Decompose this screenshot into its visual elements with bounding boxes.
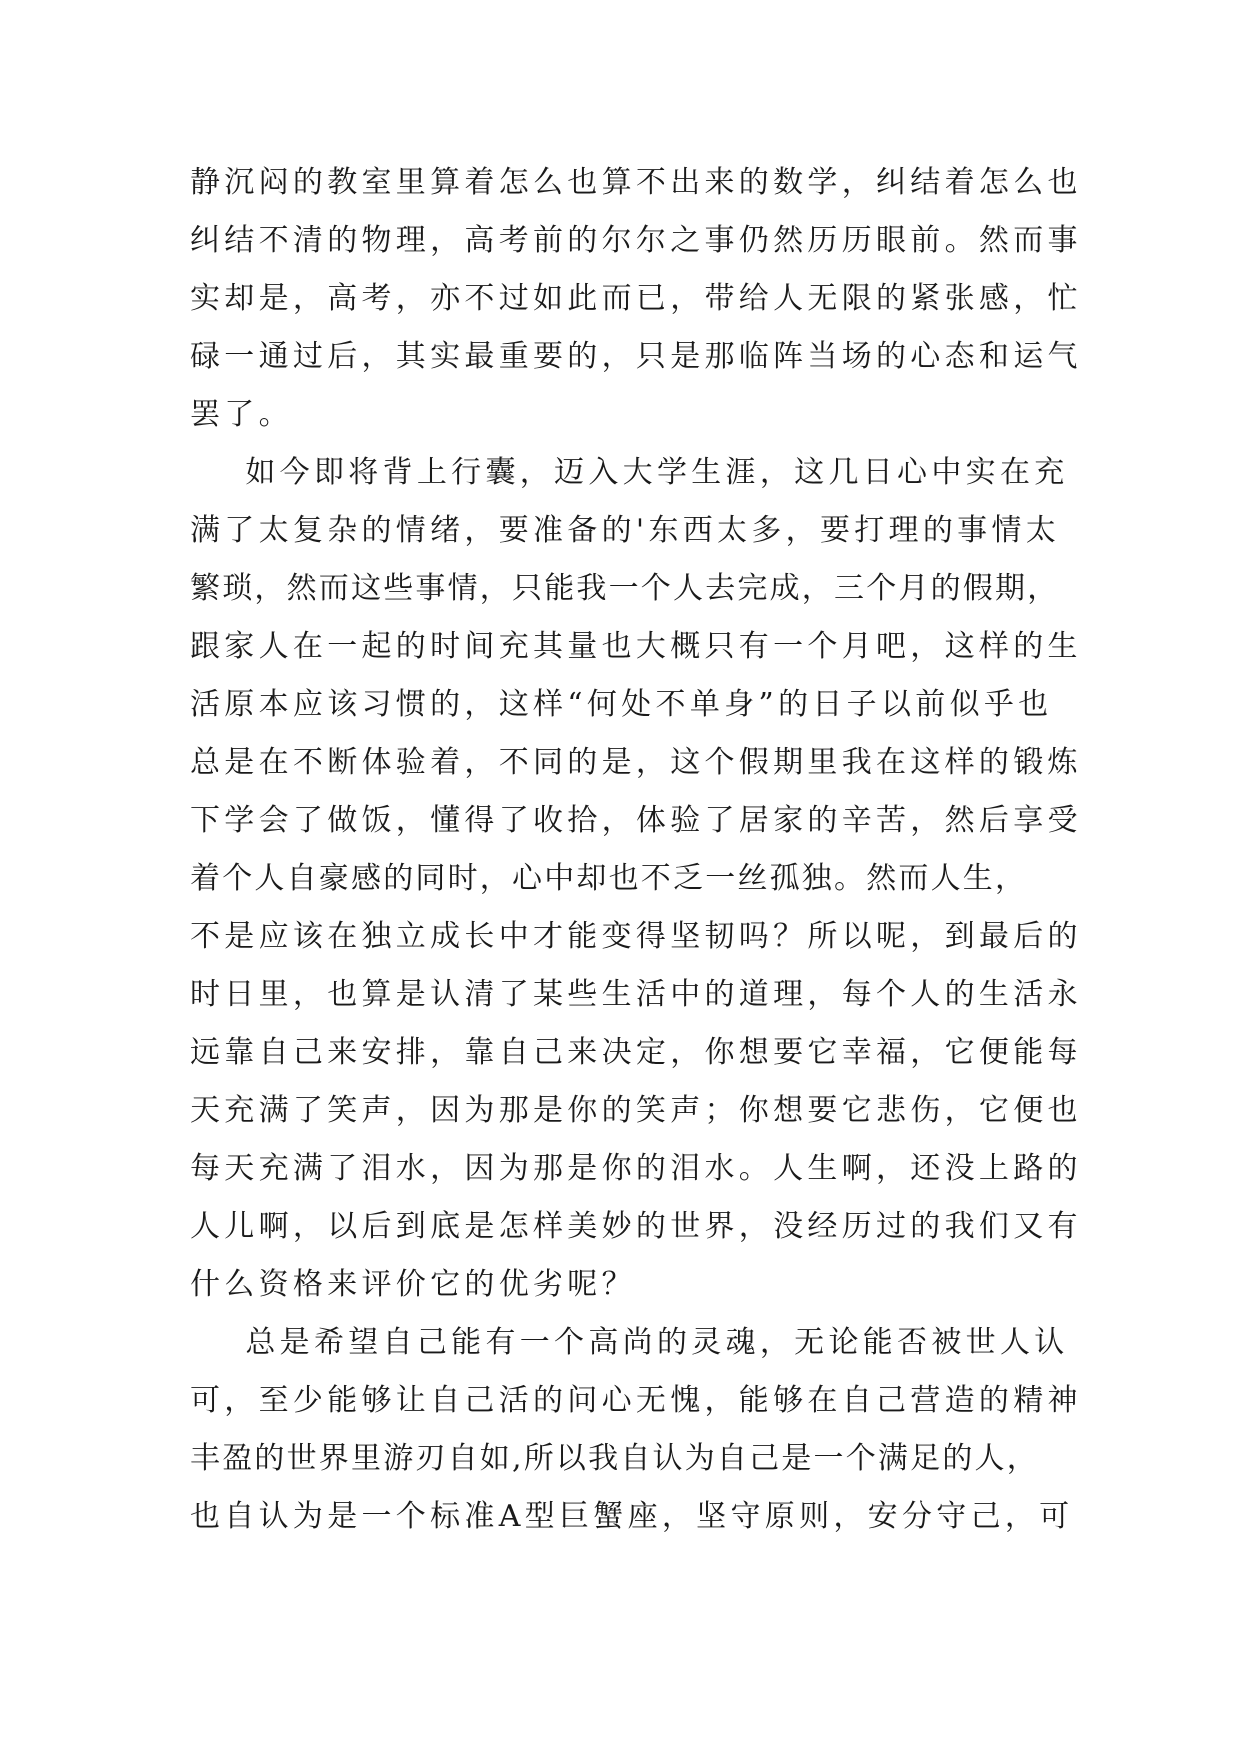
text-line: 也自认为是一个标准A型巨蟹座，坚守原则，安分守己，可 [190,1499,1074,1534]
text-line: 活原本应该习惯的，这样“何处不单身”的日子以前似乎也 [190,687,1053,722]
text-line: 总是在不断体验着，不同的是，这个假期里我在这样的锻炼 [190,745,1082,780]
text-line: 下学会了做饭，懂得了收拾，体验了居家的辛苦，然后享受 [190,803,1082,838]
text-line: 满了太复杂的情绪，要准备的'东西太多，要打理的事情太 [190,513,1061,548]
text-line: 跟家人在一起的时间充其量也大概只有一个月吧，这样的生 [190,629,1082,664]
text-line: 时日里，也算是认清了某些生活中的道理，每个人的生活永 [190,977,1082,1012]
text-line: 什么资格来评价它的优劣呢？ [190,1267,636,1302]
text-line: 静沉闷的教室里算着怎么也算不出来的数学，纠结着怎么也 [190,165,1082,200]
text-line: 远靠自己来安排，靠自己来决定，你想要它幸福，它便能每 [190,1035,1082,1070]
text-line: 每天充满了泪水，因为那是你的泪水。人生啊，还没上路的 [190,1151,1082,1186]
text-line: 实却是，高考，亦不过如此而已，带给人无限的紧张感，忙 [190,281,1082,316]
text-line: 纠结不清的物理，高考前的尔尔之事仍然历历眼前。然而事 [190,223,1082,258]
text-line: 繁琐，然而这些事情，只能我一个人去完成，三个月的假期， [190,571,1060,606]
text-line: 不是应该在独立成长中才能变得坚韧吗？所以呢，到最后的 [190,919,1082,954]
text-line: 碌一通过后，其实最重要的，只是那临阵当场的心态和运气 [190,339,1082,374]
paragraph-start-line: 总是希望自己能有一个高尚的灵魂，无论能否被世人认 [190,1325,1069,1360]
text-line: 人儿啊，以后到底是怎样美妙的世界，没经历过的我们又有 [190,1209,1082,1244]
text-line: 着个人自豪感的同时，心中却也不乏一丝孤独。然而人生， [190,861,1028,896]
paragraph-start-line: 如今即将背上行囊，迈入大学生涯，这几日心中实在充 [190,455,1069,490]
text-line: 可，至少能够让自己活的问心无愧，能够在自己营造的精神 [190,1383,1082,1418]
text-line: 天充满了笑声，因为那是你的笑声；你想要它悲伤，它便也 [190,1093,1082,1128]
text-line: 罢了。 [190,397,293,432]
body-text [190,154,1082,1546]
text-line: 丰盈的世界里游刃自如,所以我自认为自己是一个满足的人， [190,1441,1039,1476]
